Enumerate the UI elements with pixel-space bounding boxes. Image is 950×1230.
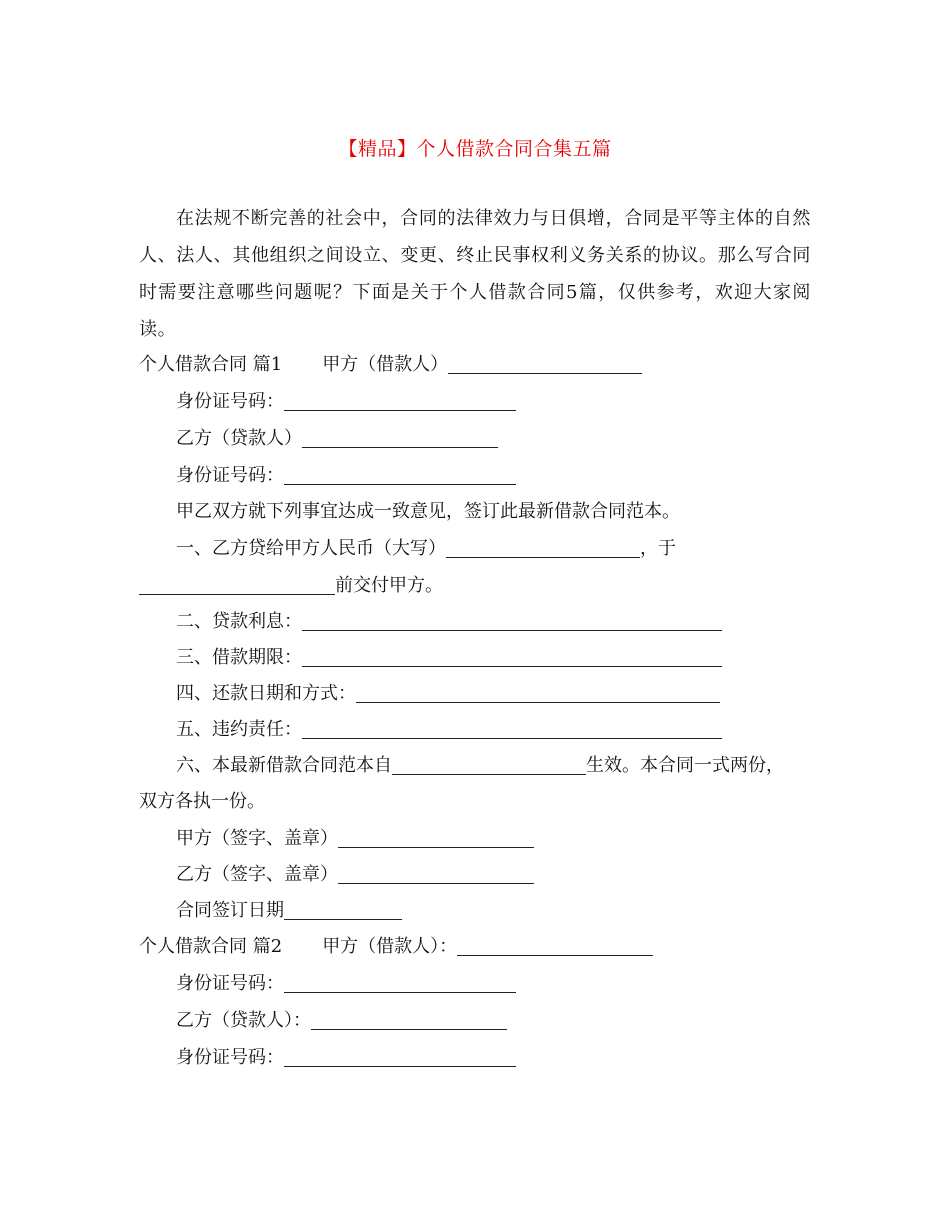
contract1-id-b-line xyxy=(176,458,516,494)
contract1-id-a-line xyxy=(176,384,516,420)
contract1-item2-blank[interactable] xyxy=(302,606,722,631)
contract1-item2-label: 二、贷款利息： xyxy=(176,611,302,632)
contract1-item2-line xyxy=(176,604,722,640)
contract1-party-a-label: 甲方（借款人） xyxy=(322,354,449,375)
contract1-party-b-blank[interactable] xyxy=(302,423,498,448)
contract2-id-a-blank[interactable] xyxy=(284,968,516,993)
contract1-item6-blank[interactable] xyxy=(392,750,586,775)
contract1-item4-blank[interactable] xyxy=(356,678,720,703)
contract1-item1-label: 一、乙方贷给甲方人民币（大写） xyxy=(176,538,446,559)
contract1-id-a-label: 身份证号码： xyxy=(176,391,284,412)
contract2-party-a-label: 甲方（借款人）： xyxy=(322,936,458,957)
contract1-party-b-label: 乙方（贷款人） xyxy=(176,428,302,449)
contract1-item3-blank[interactable] xyxy=(302,642,722,667)
contract2-id-b-label: 身份证号码： xyxy=(176,1047,284,1068)
contract2-id-a-line xyxy=(176,966,516,1002)
contract2-party-b-line xyxy=(176,1003,507,1039)
contract1-item1-line xyxy=(176,531,676,567)
contract1-sign-b-line xyxy=(176,857,534,893)
contract2-party-b-blank[interactable] xyxy=(311,1005,507,1030)
contract1-item4-line xyxy=(176,676,720,712)
contract1-sign-a-label: 甲方（签字、盖章） xyxy=(176,828,338,849)
contract2-id-a-label: 身份证号码： xyxy=(176,973,284,994)
contract1-item1-mid: ，于 xyxy=(640,538,676,559)
contract1-sign-a-blank[interactable] xyxy=(338,823,534,848)
contract1-item5-label: 五、违约责任： xyxy=(176,719,302,740)
contract1-party-b-line xyxy=(176,421,498,457)
contract1-id-a-blank[interactable] xyxy=(284,386,516,411)
contract1-item6-label: 六、本最新借款合同范本自 xyxy=(176,755,392,776)
document-title: 【精品】个人借款合同合集五篇 xyxy=(338,138,612,160)
contract1-item3-label: 三、借款期限： xyxy=(176,647,302,668)
contract1-sign-b-blank[interactable] xyxy=(338,859,534,884)
contract1-item1-amount-blank[interactable] xyxy=(446,533,640,558)
contract1-item5-blank[interactable] xyxy=(302,714,722,739)
contract1-party-a-blank[interactable] xyxy=(448,349,642,374)
contract1-sign-date-label: 合同签订日期 xyxy=(176,900,284,921)
contract1-sign-date-blank[interactable] xyxy=(284,895,402,920)
contract1-item1-post: 前交付甲方。 xyxy=(335,575,443,596)
contract2-id-b-blank[interactable] xyxy=(284,1042,516,1067)
contract1-item6-post: 生效。本合同一式两份， xyxy=(586,755,784,776)
contract1-item4-label: 四、还款日期和方式： xyxy=(176,683,356,704)
contract1-id-b-label: 身份证号码： xyxy=(176,465,284,486)
intro-paragraph: 在法规不断完善的社会中，合同的法律效力与日俱增，合同是平等主体的自然人、法人、其他组织之间设立、变更、终止民事权利义务关系的协议。那么写合同时需要注意哪些问题呢？下面是关于个人借款合同5篇，仅供参考，欢迎大家阅读。 xyxy=(139,208,811,340)
contract1-item3-line xyxy=(176,640,722,676)
contract1-sign-a-line xyxy=(176,821,534,857)
contract1-item5-line xyxy=(176,712,722,748)
contract2-party-a-blank[interactable] xyxy=(457,931,653,956)
contract1-heading: 个人借款合同 篇1 xyxy=(139,354,283,375)
contract1-item1-cont-line xyxy=(139,568,443,604)
contract1-heading-line xyxy=(139,347,642,383)
contract1-agreement: 甲乙双方就下列事宜达成一致意见，签订此最新借款合同范本。 xyxy=(176,501,680,522)
contract2-heading: 个人借款合同 篇2 xyxy=(139,936,283,957)
contract2-heading-line xyxy=(139,929,653,965)
contract1-id-b-blank[interactable] xyxy=(284,460,516,485)
contract1-sign-date-line xyxy=(176,893,402,929)
contract1-sign-b-label: 乙方（签字、盖章） xyxy=(176,864,338,885)
contract1-item1-date-blank[interactable] xyxy=(139,570,335,595)
contract2-id-b-line xyxy=(176,1040,516,1076)
contract1-item6-cont: 双方各执一份。 xyxy=(139,791,265,812)
contract2-party-b-label: 乙方（贷款人）： xyxy=(176,1010,311,1031)
contract1-item6-line xyxy=(176,748,784,784)
